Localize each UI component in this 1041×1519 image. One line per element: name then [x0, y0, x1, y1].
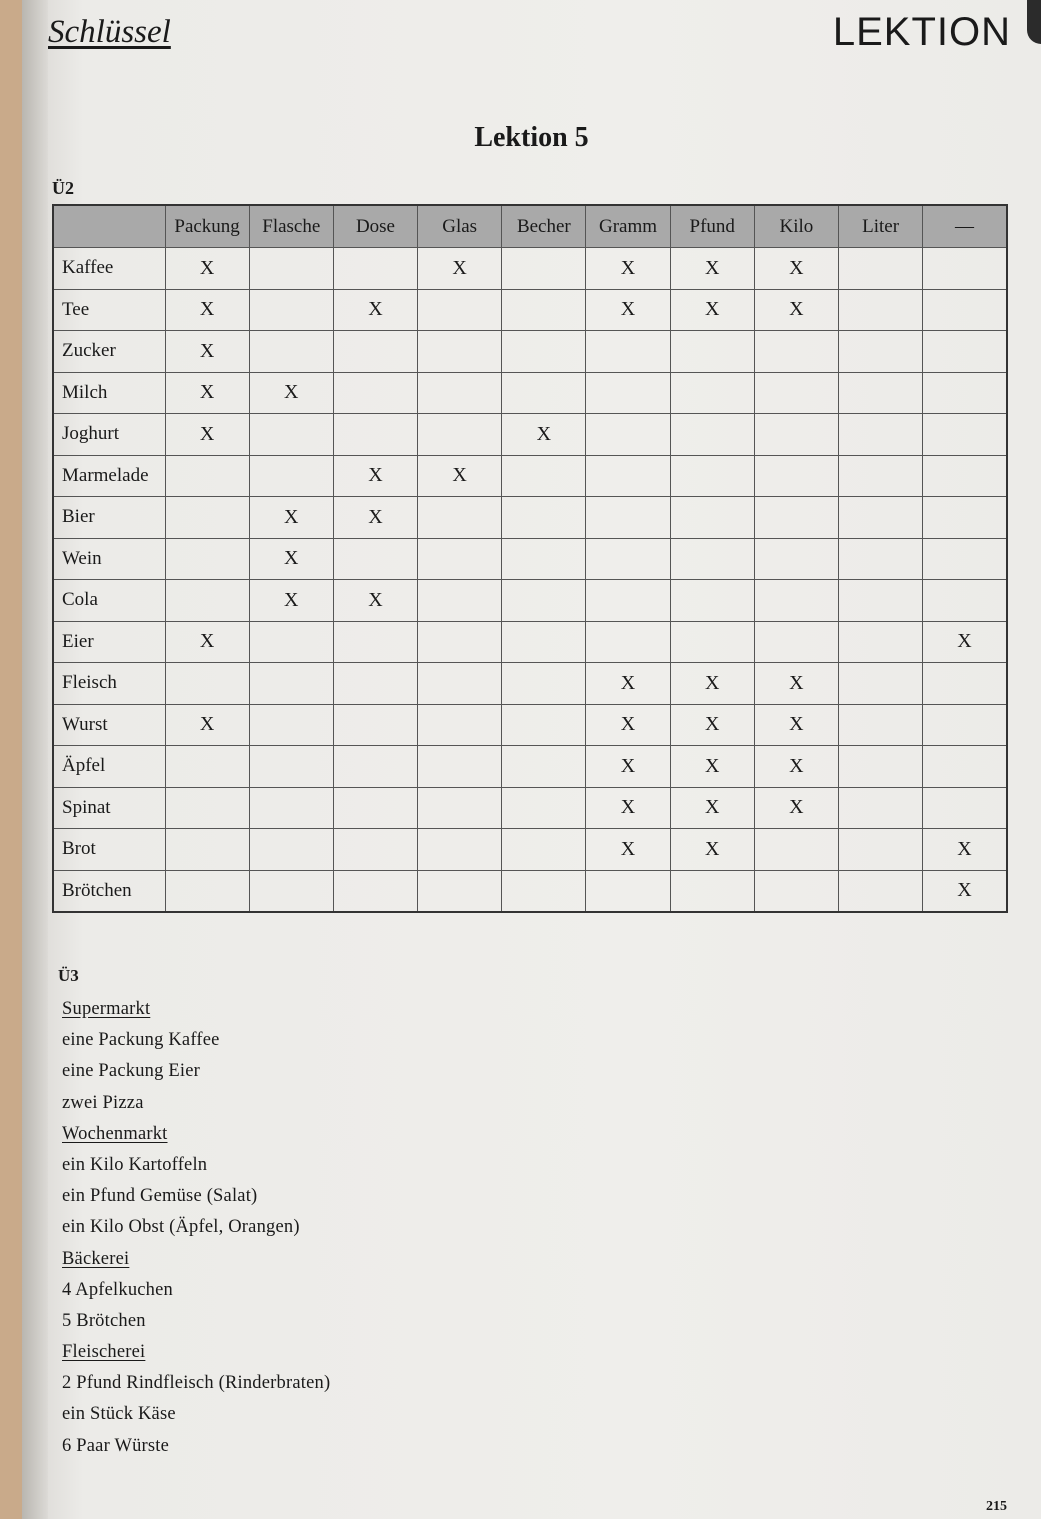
table-cell — [670, 580, 754, 622]
table-cell: X — [670, 787, 754, 829]
table-cell — [923, 704, 1007, 746]
table-cell — [923, 580, 1007, 622]
table-cell — [333, 746, 417, 788]
item-name: Marmelade — [53, 455, 165, 497]
table-cell — [165, 663, 249, 705]
table-cell — [754, 455, 838, 497]
table-row — [53, 497, 1007, 539]
table-cell — [586, 331, 670, 373]
table-cell: X — [333, 455, 417, 497]
table-cell: X — [586, 829, 670, 871]
table-row — [53, 580, 1007, 622]
table-cell — [502, 248, 586, 290]
table-cell: X — [586, 787, 670, 829]
table-cell — [418, 372, 502, 414]
table-body — [53, 248, 1007, 913]
table-cell — [333, 331, 417, 373]
table-cell — [754, 538, 838, 580]
table-row — [53, 248, 1007, 290]
list-item: 2 Pfund Rindfleisch (Rinderbraten) — [62, 1373, 331, 1394]
table-cell — [502, 455, 586, 497]
table-row — [53, 455, 1007, 497]
table-cell — [249, 414, 333, 456]
table-cell — [670, 870, 754, 912]
list-item: eine Packung Eier — [62, 1061, 200, 1082]
table-cell: X — [418, 248, 502, 290]
table-cell — [670, 621, 754, 663]
table-row — [53, 787, 1007, 829]
table-cell — [418, 580, 502, 622]
list-heading: Fleischerei — [62, 1342, 146, 1363]
table-cell — [839, 248, 923, 290]
table-cell — [586, 372, 670, 414]
table-cell: X — [923, 870, 1007, 912]
table-cell — [249, 621, 333, 663]
table-cell — [839, 870, 923, 912]
table-cell — [165, 497, 249, 539]
page-gutter — [22, 0, 48, 1519]
table-cell — [670, 497, 754, 539]
table-cell — [418, 414, 502, 456]
table-cell — [502, 829, 586, 871]
table-cell — [418, 704, 502, 746]
table-cell — [754, 621, 838, 663]
table-cell — [249, 746, 333, 788]
table-cell — [502, 538, 586, 580]
table-cell — [839, 746, 923, 788]
table-cell — [502, 663, 586, 705]
table-cell — [839, 621, 923, 663]
item-name: Cola — [53, 580, 165, 622]
table-cell: X — [418, 455, 502, 497]
table-cell — [586, 538, 670, 580]
table-cell — [923, 787, 1007, 829]
table-cell: X — [754, 663, 838, 705]
table-cell — [333, 870, 417, 912]
list-item: eine Packung Kaffee — [62, 1030, 220, 1051]
table-cell — [670, 372, 754, 414]
item-name: Wurst — [53, 704, 165, 746]
list-item: 4 Apfelkuchen — [62, 1279, 173, 1300]
table-cell: X — [586, 248, 670, 290]
table-cell — [418, 829, 502, 871]
table-cell — [418, 787, 502, 829]
list-item: ein Pfund Gemüse (Salat) — [62, 1186, 258, 1207]
table-cell — [923, 414, 1007, 456]
column-header: Packung — [165, 205, 249, 248]
exercise-2-label: Ü2 — [52, 178, 74, 198]
table-cell — [839, 538, 923, 580]
item-name: Joghurt — [53, 414, 165, 456]
header-section-title: Schlüssel — [48, 14, 171, 50]
column-header: — — [923, 205, 1007, 248]
table-cell — [754, 870, 838, 912]
table-cell — [249, 289, 333, 331]
list-item: 6 Paar Würste — [62, 1435, 170, 1456]
table-cell — [249, 787, 333, 829]
table-cell: X — [670, 663, 754, 705]
table-cell — [249, 870, 333, 912]
table-cell — [839, 829, 923, 871]
table-cell — [502, 746, 586, 788]
table-cell — [502, 289, 586, 331]
table-cell — [839, 372, 923, 414]
table-cell — [418, 331, 502, 373]
table-cell — [165, 870, 249, 912]
list-heading: Supermarkt — [62, 999, 151, 1019]
table-cell — [586, 414, 670, 456]
book-page — [22, 0, 1041, 1519]
table-cell: X — [754, 746, 838, 788]
table-cell: X — [670, 248, 754, 290]
table-cell — [165, 829, 249, 871]
table-cell — [249, 331, 333, 373]
table-cell: X — [754, 787, 838, 829]
list-heading: Bäckerei — [62, 1248, 130, 1269]
table-cell — [839, 704, 923, 746]
table-cell — [418, 663, 502, 705]
table-cell — [923, 455, 1007, 497]
column-header: Glas — [418, 205, 502, 248]
table-row — [53, 621, 1007, 663]
table-row — [53, 704, 1007, 746]
table-cell: X — [502, 414, 586, 456]
table-cell — [923, 746, 1007, 788]
table-cell — [333, 704, 417, 746]
table-cell: X — [754, 704, 838, 746]
table-cell — [333, 372, 417, 414]
list-item: zwei Pizza — [62, 1092, 144, 1113]
table-cell — [670, 455, 754, 497]
column-header: Dose — [333, 205, 417, 248]
table-cell — [754, 414, 838, 456]
table-row — [53, 289, 1007, 331]
table-row — [53, 538, 1007, 580]
table-cell — [165, 455, 249, 497]
table-cell — [923, 372, 1007, 414]
item-name: Kaffee — [53, 248, 165, 290]
table-cell — [923, 497, 1007, 539]
table-cell — [754, 497, 838, 539]
table-cell — [418, 538, 502, 580]
item-name: Wein — [53, 538, 165, 580]
containers-table — [52, 204, 1008, 913]
table-cell: X — [165, 248, 249, 290]
list-item: ein Kilo Obst (Äpfel, Orangen) — [62, 1217, 300, 1238]
table-cell — [418, 746, 502, 788]
table-cell: X — [670, 829, 754, 871]
table-cell — [502, 621, 586, 663]
table-cell: X — [165, 289, 249, 331]
table-cell: X — [165, 621, 249, 663]
table-cell — [249, 663, 333, 705]
table-cell — [502, 787, 586, 829]
page-number: 215 — [986, 1499, 1007, 1514]
table-cell — [923, 248, 1007, 290]
table-cell: X — [333, 289, 417, 331]
table-cell — [333, 663, 417, 705]
table-cell — [839, 580, 923, 622]
table-cell — [249, 455, 333, 497]
table-cell — [165, 746, 249, 788]
table-row — [53, 414, 1007, 456]
list-item: 5 Brötchen — [62, 1310, 146, 1331]
table-cell — [418, 870, 502, 912]
table-cell — [165, 580, 249, 622]
table-cell — [923, 663, 1007, 705]
item-name: Fleisch — [53, 663, 165, 705]
item-name: Milch — [53, 372, 165, 414]
table-cell — [418, 289, 502, 331]
table-cell: X — [249, 372, 333, 414]
table-cell: X — [670, 746, 754, 788]
table-cell — [586, 870, 670, 912]
list-heading: Wochenmarkt — [62, 1123, 168, 1144]
shopping-list — [62, 994, 330, 1462]
table-cell — [586, 580, 670, 622]
table-header-row — [53, 205, 1007, 248]
table-cell — [333, 538, 417, 580]
table-cell — [754, 580, 838, 622]
table-cell — [502, 331, 586, 373]
column-header: Liter — [839, 205, 923, 248]
table-cell — [923, 289, 1007, 331]
table-cell — [249, 829, 333, 871]
table-cell: X — [165, 704, 249, 746]
table-cell: X — [923, 829, 1007, 871]
table-cell — [839, 787, 923, 829]
item-name: Brötchen — [53, 870, 165, 912]
table-row — [53, 829, 1007, 871]
table-cell: X — [923, 621, 1007, 663]
table-cell — [670, 414, 754, 456]
table-cell: X — [249, 580, 333, 622]
item-name: Tee — [53, 289, 165, 331]
item-name: Äpfel — [53, 746, 165, 788]
header-chapter-label: LEKTION — [832, 10, 1011, 54]
table-cell — [923, 331, 1007, 373]
table-cell: X — [249, 538, 333, 580]
table-cell — [839, 289, 923, 331]
lesson-title: Lektion 5 — [474, 122, 589, 153]
column-header: Becher — [502, 205, 586, 248]
column-header: Flasche — [249, 205, 333, 248]
table-cell: X — [333, 580, 417, 622]
table-cell: X — [165, 372, 249, 414]
table-cell — [165, 787, 249, 829]
table-cell: X — [586, 289, 670, 331]
table-cell: X — [670, 289, 754, 331]
table-cell — [502, 580, 586, 622]
table-cell — [249, 248, 333, 290]
column-header: Kilo — [754, 205, 838, 248]
table-cell — [839, 414, 923, 456]
item-name: Spinat — [53, 787, 165, 829]
table-row — [53, 746, 1007, 788]
item-name: Brot — [53, 829, 165, 871]
table-cell — [670, 538, 754, 580]
table-cell — [418, 621, 502, 663]
table-cell — [502, 870, 586, 912]
table-row — [53, 870, 1007, 912]
table-cell: X — [754, 289, 838, 331]
item-name: Zucker — [53, 331, 165, 373]
table-row — [53, 331, 1007, 373]
table-cell — [418, 497, 502, 539]
table-cell — [754, 829, 838, 871]
item-name: Eier — [53, 621, 165, 663]
table-cell — [670, 331, 754, 373]
table-cell — [502, 704, 586, 746]
table-cell — [333, 248, 417, 290]
table-cell — [586, 455, 670, 497]
table-cell — [586, 497, 670, 539]
table-cell — [754, 331, 838, 373]
table-cell — [502, 372, 586, 414]
table-cell — [839, 331, 923, 373]
chapter-tab — [1027, 0, 1041, 44]
table-cell — [839, 663, 923, 705]
exercise-3-label: Ü3 — [58, 966, 79, 985]
table-cell: X — [586, 746, 670, 788]
table-cell: X — [249, 497, 333, 539]
table-cell — [754, 372, 838, 414]
table-cell — [249, 704, 333, 746]
table-row — [53, 663, 1007, 705]
table-cell: X — [586, 704, 670, 746]
table-cell — [165, 538, 249, 580]
column-header: Pfund — [670, 205, 754, 248]
table-cell — [839, 455, 923, 497]
list-item: ein Kilo Kartoffeln — [62, 1154, 208, 1175]
table-cell — [333, 829, 417, 871]
table-cell: X — [333, 497, 417, 539]
table-cell: X — [670, 704, 754, 746]
table-cell — [839, 497, 923, 539]
table-cell: X — [754, 248, 838, 290]
table-cell — [333, 787, 417, 829]
item-name: Bier — [53, 497, 165, 539]
table-cell — [502, 497, 586, 539]
table-cell: X — [165, 331, 249, 373]
table-cell — [586, 621, 670, 663]
table-cell — [333, 621, 417, 663]
list-item: ein Stück Käse — [62, 1404, 176, 1425]
table-cell: X — [165, 414, 249, 456]
column-header: Gramm — [586, 205, 670, 248]
table-header-corner — [53, 205, 165, 248]
table-cell — [923, 538, 1007, 580]
table-row — [53, 372, 1007, 414]
table-cell — [333, 414, 417, 456]
table-cell: X — [586, 663, 670, 705]
